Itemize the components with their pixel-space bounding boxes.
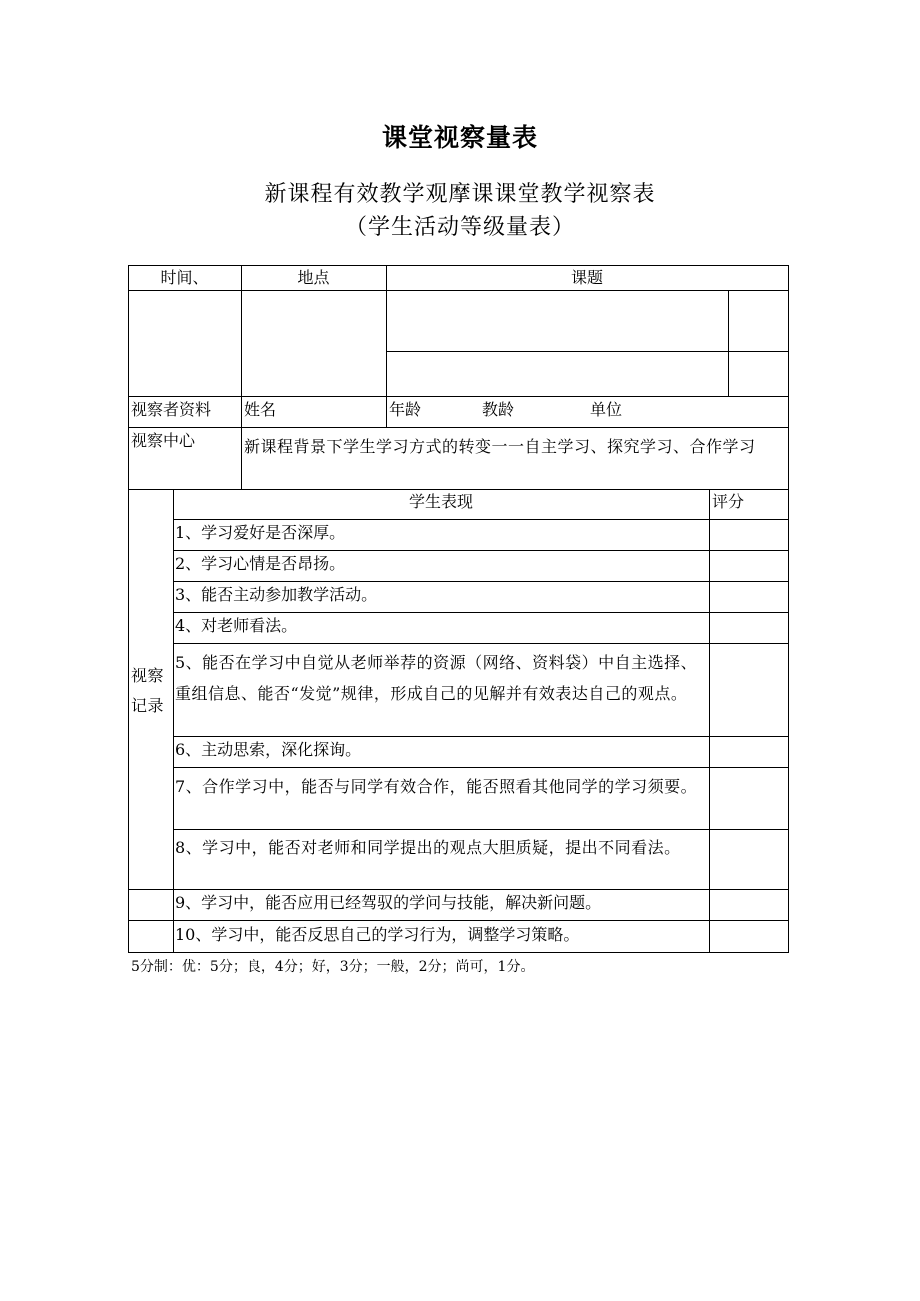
table-rule — [128, 427, 789, 428]
observer-name: 姓名 — [244, 400, 277, 419]
form-subtitle-scale: （学生活动等级量表） — [344, 215, 575, 240]
table-rule — [386, 265, 387, 428]
table-border-left — [128, 265, 129, 953]
list-item: 10、学习中，能否反思自己的学习行为，调整学习策略。 — [175, 925, 580, 944]
table-rule — [173, 829, 789, 830]
table-rule — [173, 736, 789, 737]
observer-teaching-age: 教龄 — [482, 400, 515, 419]
table-rule — [241, 265, 242, 489]
table-rule — [128, 889, 789, 890]
list-item: 6、主动思索，深化探询。 — [175, 740, 362, 759]
table-rule — [709, 489, 710, 953]
table-rule — [728, 290, 729, 397]
header-time: 时间、 — [160, 268, 209, 287]
list-item: 5、能否在学习中自觉从老师举荐的资源（网络、资料袋）中自主选择、重组信息、能否“发觉”规律，形成自己的见解并有效表达自己的观点。 — [175, 653, 698, 703]
list-item: 1、学习爱好是否深厚。 — [175, 523, 346, 542]
table-border-right — [788, 265, 789, 953]
table-rule — [173, 612, 789, 613]
observer-age: 年龄 — [389, 400, 422, 419]
scoring-footnote: 5分制：优：5分；良，4分；好，3分；一般，2分；尚可，1分。 — [131, 959, 535, 975]
table-rule — [173, 767, 789, 768]
form-subtitle: 新课程有效教学观摩课课堂教学视察表 — [264, 182, 656, 207]
score-header: 评分 — [712, 492, 745, 511]
page-title: 课堂视察量表 — [381, 123, 538, 152]
table-border-top — [128, 265, 789, 266]
observer-unit: 单位 — [590, 400, 623, 419]
performance-header: 学生表现 — [408, 492, 473, 511]
table-rule — [128, 290, 789, 291]
list-item: 4、对老师看法。 — [175, 616, 298, 635]
table-rule — [173, 550, 789, 551]
observer-label: 视察者资料 — [131, 400, 212, 419]
list-item: 9、学习中，能否应用已经驾驭的学问与技能，解决新问题。 — [175, 893, 602, 912]
table-rule — [173, 519, 789, 520]
table-border-bottom — [128, 952, 789, 953]
table-rule — [128, 396, 789, 397]
center-label: 视察中心 — [131, 431, 196, 450]
center-text: 新课程背景下学生学习方式的转变一一自主学习、探究学习、合作学习 — [244, 437, 756, 456]
header-topic: 课题 — [570, 268, 603, 287]
table-rule — [173, 581, 789, 582]
record-label: 视察记录 — [131, 666, 165, 715]
table-rule — [128, 489, 789, 490]
header-place: 地点 — [297, 268, 330, 287]
list-item: 3、能否主动参加教学活动。 — [175, 585, 378, 604]
list-item: 2、学习心情是否昂扬。 — [175, 554, 346, 573]
table-rule — [128, 920, 789, 921]
list-item: 7、合作学习中，能否与同学有效合作，能否照看其他同学的学习须要。 — [175, 777, 698, 796]
list-item: 8、学习中，能否对老师和同学提出的观点大胆质疑，提出不同看法。 — [175, 838, 681, 857]
table-rule — [173, 489, 174, 953]
table-rule — [173, 643, 789, 644]
